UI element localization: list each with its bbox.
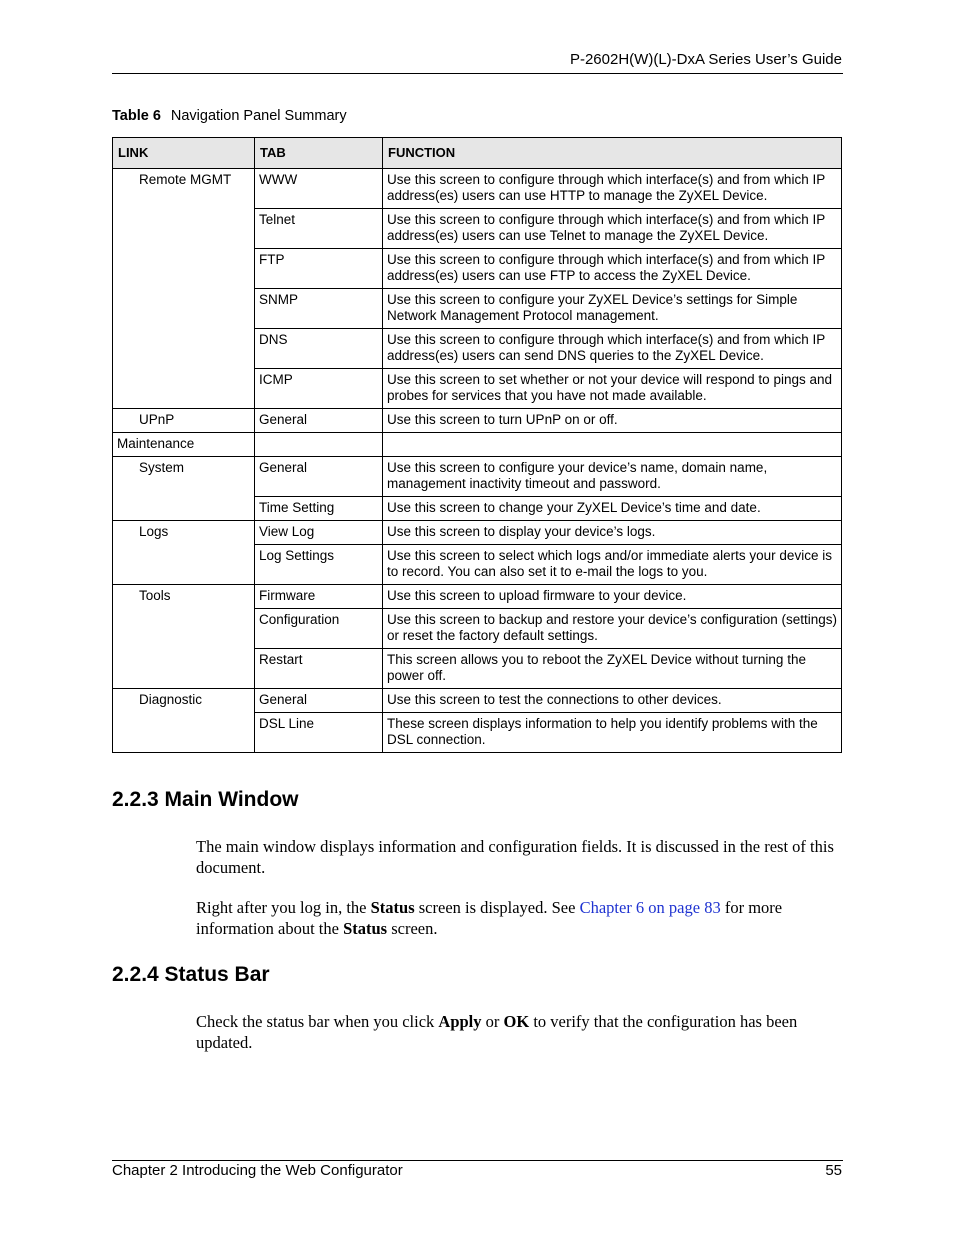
table-row: [113, 169, 842, 209]
tab-cell: General: [255, 689, 383, 713]
link-cell: Maintenance: [113, 433, 255, 457]
table-caption-label: Table 6: [112, 108, 161, 124]
table-caption: [112, 108, 347, 124]
table-row: [113, 433, 842, 457]
tab-cell: General: [255, 457, 383, 497]
paragraph-text: screen.: [387, 918, 438, 938]
tab-cell: Telnet: [255, 209, 383, 249]
tab-cell: DNS: [255, 329, 383, 369]
tab-cell: Firmware: [255, 585, 383, 609]
tab-cell: SNMP: [255, 289, 383, 329]
column-header-link: LINK: [113, 138, 255, 169]
function-cell: Use this screen to configure through which interface(s) and from which IP address(es) users can use Telnet to manage the ZyXEL Device.: [383, 209, 842, 249]
paragraph-text: Right after you log in, the: [196, 898, 371, 917]
function-cell: Use this screen to configure through which interface(s) and from which IP address(es) users can send DNS queries to the ZyXEL Device.: [383, 329, 842, 369]
paragraph-text: or: [481, 1012, 504, 1031]
function-cell: Use this screen to upload firmware to your device.: [383, 585, 842, 609]
status-bar-heading: 2.2.4 Status Bar: [112, 963, 270, 986]
link-cell: Remote MGMT: [113, 169, 255, 409]
function-cell: Use this screen to change your ZyXEL Device’s time and date.: [383, 497, 842, 521]
function-cell: This screen allows you to reboot the ZyXEL Device without turning the power off.: [383, 649, 842, 689]
header-rule: [112, 73, 843, 74]
tab-cell: General: [255, 409, 383, 433]
tab-cell: DSL Line: [255, 713, 383, 753]
table-row: [113, 457, 842, 497]
tab-cell: Configuration: [255, 609, 383, 649]
table-row: [113, 689, 842, 713]
link-cell: Tools: [113, 585, 255, 689]
function-cell: Use this screen to turn UPnP on or off.: [383, 409, 842, 433]
function-cell: These screen displays information to help you identify problems with the DSL connection.: [383, 713, 842, 753]
status-emphasis: Status: [370, 898, 415, 917]
function-cell: Use this screen to backup and restore your device’s configuration (settings) or reset the factory default settings.: [383, 609, 842, 649]
apply-emphasis: Apply: [438, 1012, 482, 1031]
link-cell: UPnP: [113, 409, 255, 433]
tab-cell: [255, 433, 383, 457]
paragraph-text: Check the status bar when you click: [196, 1012, 439, 1031]
footer-chapter-title: Chapter 2 Introducing the Web Configurator: [112, 1162, 403, 1179]
navigation-panel-table: [112, 137, 842, 753]
paragraph-text: for more information about the: [196, 898, 783, 938]
page-number: 55: [825, 1162, 842, 1179]
column-header-function: FUNCTION: [383, 138, 842, 169]
table-caption-text: Navigation Panel Summary: [170, 108, 347, 124]
tab-cell: Restart: [255, 649, 383, 689]
table-row: [113, 409, 842, 433]
running-header-title: P-2602H(W)(L)-DxA Series User’s Guide: [569, 51, 842, 68]
footer-rule: [112, 1160, 843, 1161]
link-cell: Diagnostic: [113, 689, 255, 753]
link-cell: System: [113, 457, 255, 521]
paragraph-text: to verify that the configuration has been updated.: [196, 1012, 798, 1052]
paragraph-text: screen is displayed. See: [414, 898, 580, 917]
function-cell: Use this screen to configure through which interface(s) and from which IP address(es) users can use FTP to access the ZyXEL Device.: [383, 249, 842, 289]
main-window-paragraph-1: The main window displays information and configuration fields. It is discussed in the rest of this document.: [196, 837, 834, 877]
status-bar-paragraph: [196, 1012, 836, 1053]
table-header-row: [113, 138, 842, 169]
function-cell: Use this screen to configure your device’s name, domain name, management inactivity timeout and password.: [383, 457, 842, 497]
ok-emphasis: OK: [503, 1012, 530, 1031]
function-cell: Use this screen to set whether or not your device will respond to pings and probes for services that you have not made available.: [383, 369, 842, 409]
main-window-paragraph-2: [196, 898, 836, 939]
tab-cell: Time Setting: [255, 497, 383, 521]
table-row: [113, 585, 842, 609]
tab-cell: View Log: [255, 521, 383, 545]
tab-cell: FTP: [255, 249, 383, 289]
function-cell: Use this screen to configure through which interface(s) and from which IP address(es) users can use HTTP to manage the ZyXEL Device.: [383, 169, 842, 209]
column-header-tab: TAB: [255, 138, 383, 169]
function-cell: Use this screen to display your device’s logs.: [383, 521, 842, 545]
function-cell: Use this screen to test the connections to other devices.: [383, 689, 842, 713]
link-cell: Logs: [113, 521, 255, 585]
tab-cell: WWW: [255, 169, 383, 209]
function-cell: Use this screen to configure your ZyXEL Device’s settings for Simple Network Management Protocol management.: [383, 289, 842, 329]
status-emphasis: Status: [343, 918, 388, 938]
main-window-heading: 2.2.3 Main Window: [112, 788, 299, 811]
tab-cell: ICMP: [255, 369, 383, 409]
function-cell: [383, 433, 842, 457]
chapter-6-link[interactable]: Chapter 6 on page 83: [579, 898, 721, 917]
function-cell: Use this screen to select which logs and/or immediate alerts your device is to record. You can also set it to e-mail the logs to you.: [383, 545, 842, 585]
table-row: [113, 521, 842, 545]
tab-cell: Log Settings: [255, 545, 383, 585]
